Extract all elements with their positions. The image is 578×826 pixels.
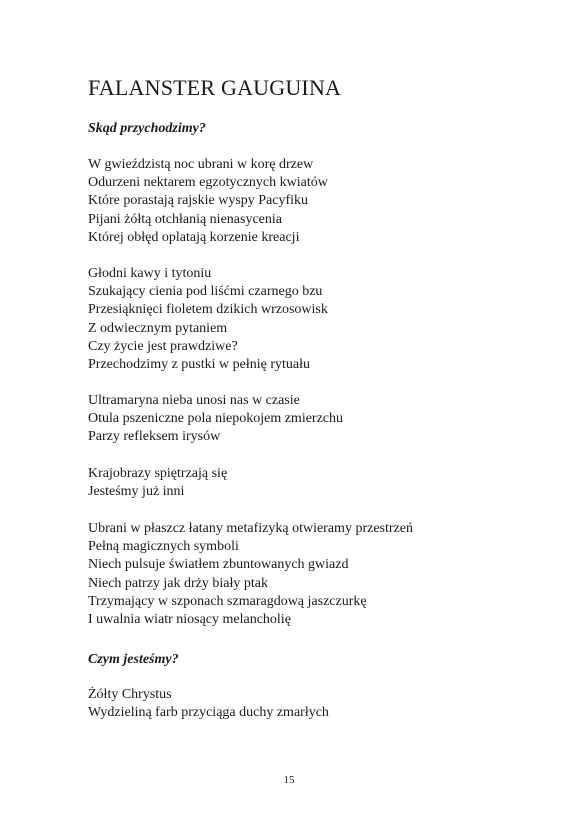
stanza-3 [88,392,343,447]
poem-line: Odurzeni nektarem egzotycznych kwiatów [88,175,328,191]
stanza-4 [88,465,227,501]
poem-line: Ubrani w płaszcz łatany metafizyką otwieramy przestrzeń [88,521,413,536]
poem-line: Wydzieliną farb przyciąga duchy zmarłych [88,705,329,721]
poem-line: Jesteśmy już inni [88,484,185,500]
stanza-1 [88,156,328,247]
poem-line: Żółty Chrystus [88,687,172,702]
poem-line: Przechodzimy z pustki w pełnię rytuału [88,357,310,373]
poem-line: Pijani żółtą otchłanią nienasycenia [88,211,282,227]
poem-line: W gwieździstą noc ubrani w korę drzew [88,157,314,172]
poem-line: Głodni kawy i tytoniu [88,266,212,281]
poem-line: Czy życie jest prawdziwe? [88,338,238,354]
poem-line: Które porastają rajskie wyspy Pacyfiku [88,193,309,209]
stanza-2 [88,265,328,374]
section-heading-1: Skąd przychodzimy? [88,121,206,136]
poem-line: Parzy refleksem irysów [88,429,221,445]
poem-line: Której obłęd oplatają korzenie kreacji [88,229,300,245]
poem-line: Niech pulsuje światłem zbuntowanych gwiazd [88,557,349,573]
poem-line: Szukający cienia pod liśćmi czarnego bzu [88,284,323,300]
poem-line: I uwalnia wiatr niosący melancholię [88,612,291,628]
poem-line: Trzymający w szponach szmaragdową jaszczurkę [88,593,367,609]
poem-line: Niech patrzy jak drży biały ptak [88,575,268,591]
poem-line: Ultramaryna nieba unosi nas w czasie [88,393,300,408]
poem-line: Krajobrazy spiętrzają się [88,466,228,481]
poem-line: Pełną magicznych symboli [88,539,239,555]
stanza-5 [88,520,413,629]
poem-line: Otula pszeniczne pola niepokojem zmierzchu [88,411,344,427]
page-number: 15 [283,774,295,786]
poem-line: Z odwiecznym pytaniem [88,320,228,336]
section-heading-2: Czym jesteśmy? [88,652,179,667]
poem-line: Przesiąknięci fioletem dzikich wrzosowisk [88,302,328,318]
poem-title: FALANSTER GAUGUINA [88,75,342,100]
stanza-6 [88,686,329,722]
